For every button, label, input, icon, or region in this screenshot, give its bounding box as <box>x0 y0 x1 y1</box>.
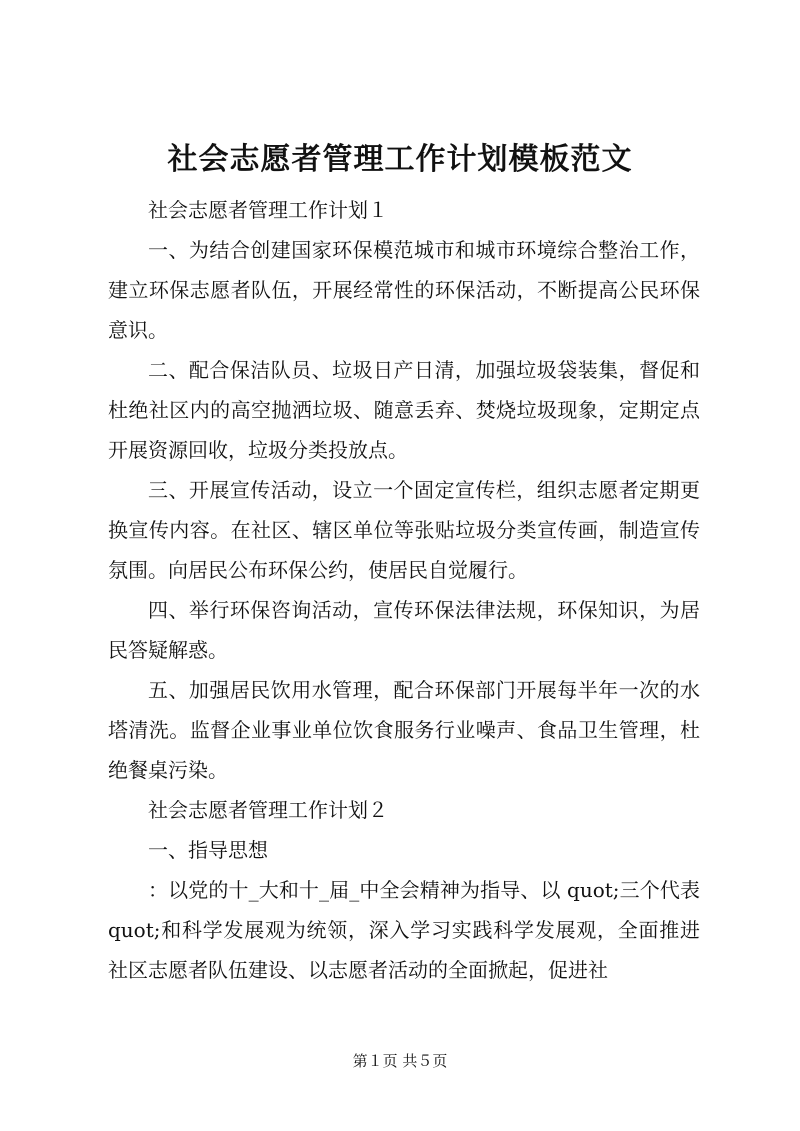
section-heading-plan-2: 社会志愿者管理工作计划２ <box>148 798 388 822</box>
paragraph: ：以党的十_大和十_届_中全会精神为指导、以 quot;三个代表 quot;和科学发展观为统领，深入学习实践科学发展观，全面推进社区志愿者队伍建设、以志愿者活动的全面掀起，促进社 <box>108 878 700 982</box>
page-number: 第１页 共５页 <box>352 1052 448 1070</box>
document-title: 社会志愿者管理工作计划模板范文 <box>167 142 633 177</box>
paragraph: 三、开展宣传活动，设立一个固定宣传栏，组织志愿者定期更换宣传内容。在社区、辖区单位等张贴垃圾分类宣传画，制造宣传氛围。向居民公布环保公约，使居民自觉履行。 <box>108 478 700 582</box>
paragraph: 四、举行环保咨询活动，宣传环保法律法规，环保知识，为居民答疑解惑。 <box>108 598 700 662</box>
paragraph: 五、加强居民饮用水管理，配合环保部门开展每半年一次的水塔清洗。监督企业事业单位饮食服务行业噪声、食品卫生管理，杜绝餐桌污染。 <box>108 678 700 782</box>
paragraph: 二、配合保洁队员、垃圾日产日清，加强垃圾袋装集，督促和杜绝社区内的高空抛洒垃圾、随意丢弃、焚烧垃圾现象，定期定点开展资源回收，垃圾分类投放点。 <box>108 358 700 462</box>
section-heading-plan-1: 社会志愿者管理工作计划１ <box>148 198 388 222</box>
paragraph: 一、为结合创建国家环保模范城市和城市环境综合整治工作，建立环保志愿者队伍，开展经常性的环保活动，不断提高公民环保意识。 <box>108 238 700 342</box>
document-body <box>108 190 700 990</box>
subsection-heading: 一、指导思想 <box>148 838 268 862</box>
